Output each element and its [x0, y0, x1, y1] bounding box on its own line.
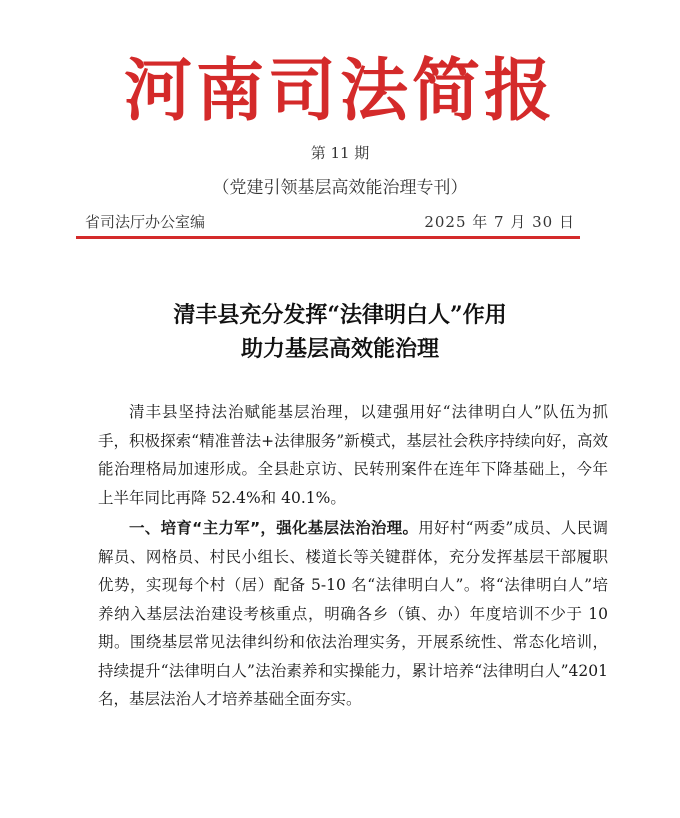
special-issue-subtitle: （党建引领基层高效能治理专刊） [212, 178, 468, 198]
section-1-lead: 一、培育“主力军”，强化基层法治治理。 [129, 519, 419, 537]
article-title-line-2: 助力基层高效能治理 [240, 336, 439, 362]
issue-number: 第 11 期 [310, 144, 370, 162]
article-title [0, 298, 680, 366]
section-1-body: 用好村“两委”成员、人民调解员、网格员、村民小组长、楼道长等关键群体，充分发挥基层干部履职优势，实现每个村（居）配备 5-10 名“法律明白人”。将“法律明白人”培养纳入基层法治建设考核重点，明确各乡（镇、办）年度培训不少于 10 期。围绕基层常见法律纠纷和依法治理实务，开展系统性、常态化培训，持续提升“法律明白人”法治素养和实操能力，累计培养“法律明白人”4201 名，基层法治人才培养基础全面夯实。 [98, 519, 608, 708]
paragraph-section-1 [98, 514, 608, 714]
editor-line: 省司法厅办公室编 [85, 213, 206, 231]
article-title-line-1: 清丰县充分发挥“法律明白人”作用 [173, 302, 507, 328]
masthead: 河南司法简报 [123, 52, 556, 131]
article-body [98, 398, 608, 714]
red-divider [76, 236, 580, 239]
paragraph-intro: 清丰县坚持法治赋能基层治理，以建强用好“法律明白人”队伍为抓手，积极探索“精准普法+法律服务”新模式，基层社会秩序持续向好，高效能治理格局加速形成。全县赴京访、民转刑案件在连年下降基础上，今年上半年同比再降 52.4%和 40.1%。 [98, 403, 608, 507]
issue-date: 2025 年 7 月 30 日 [424, 213, 575, 231]
